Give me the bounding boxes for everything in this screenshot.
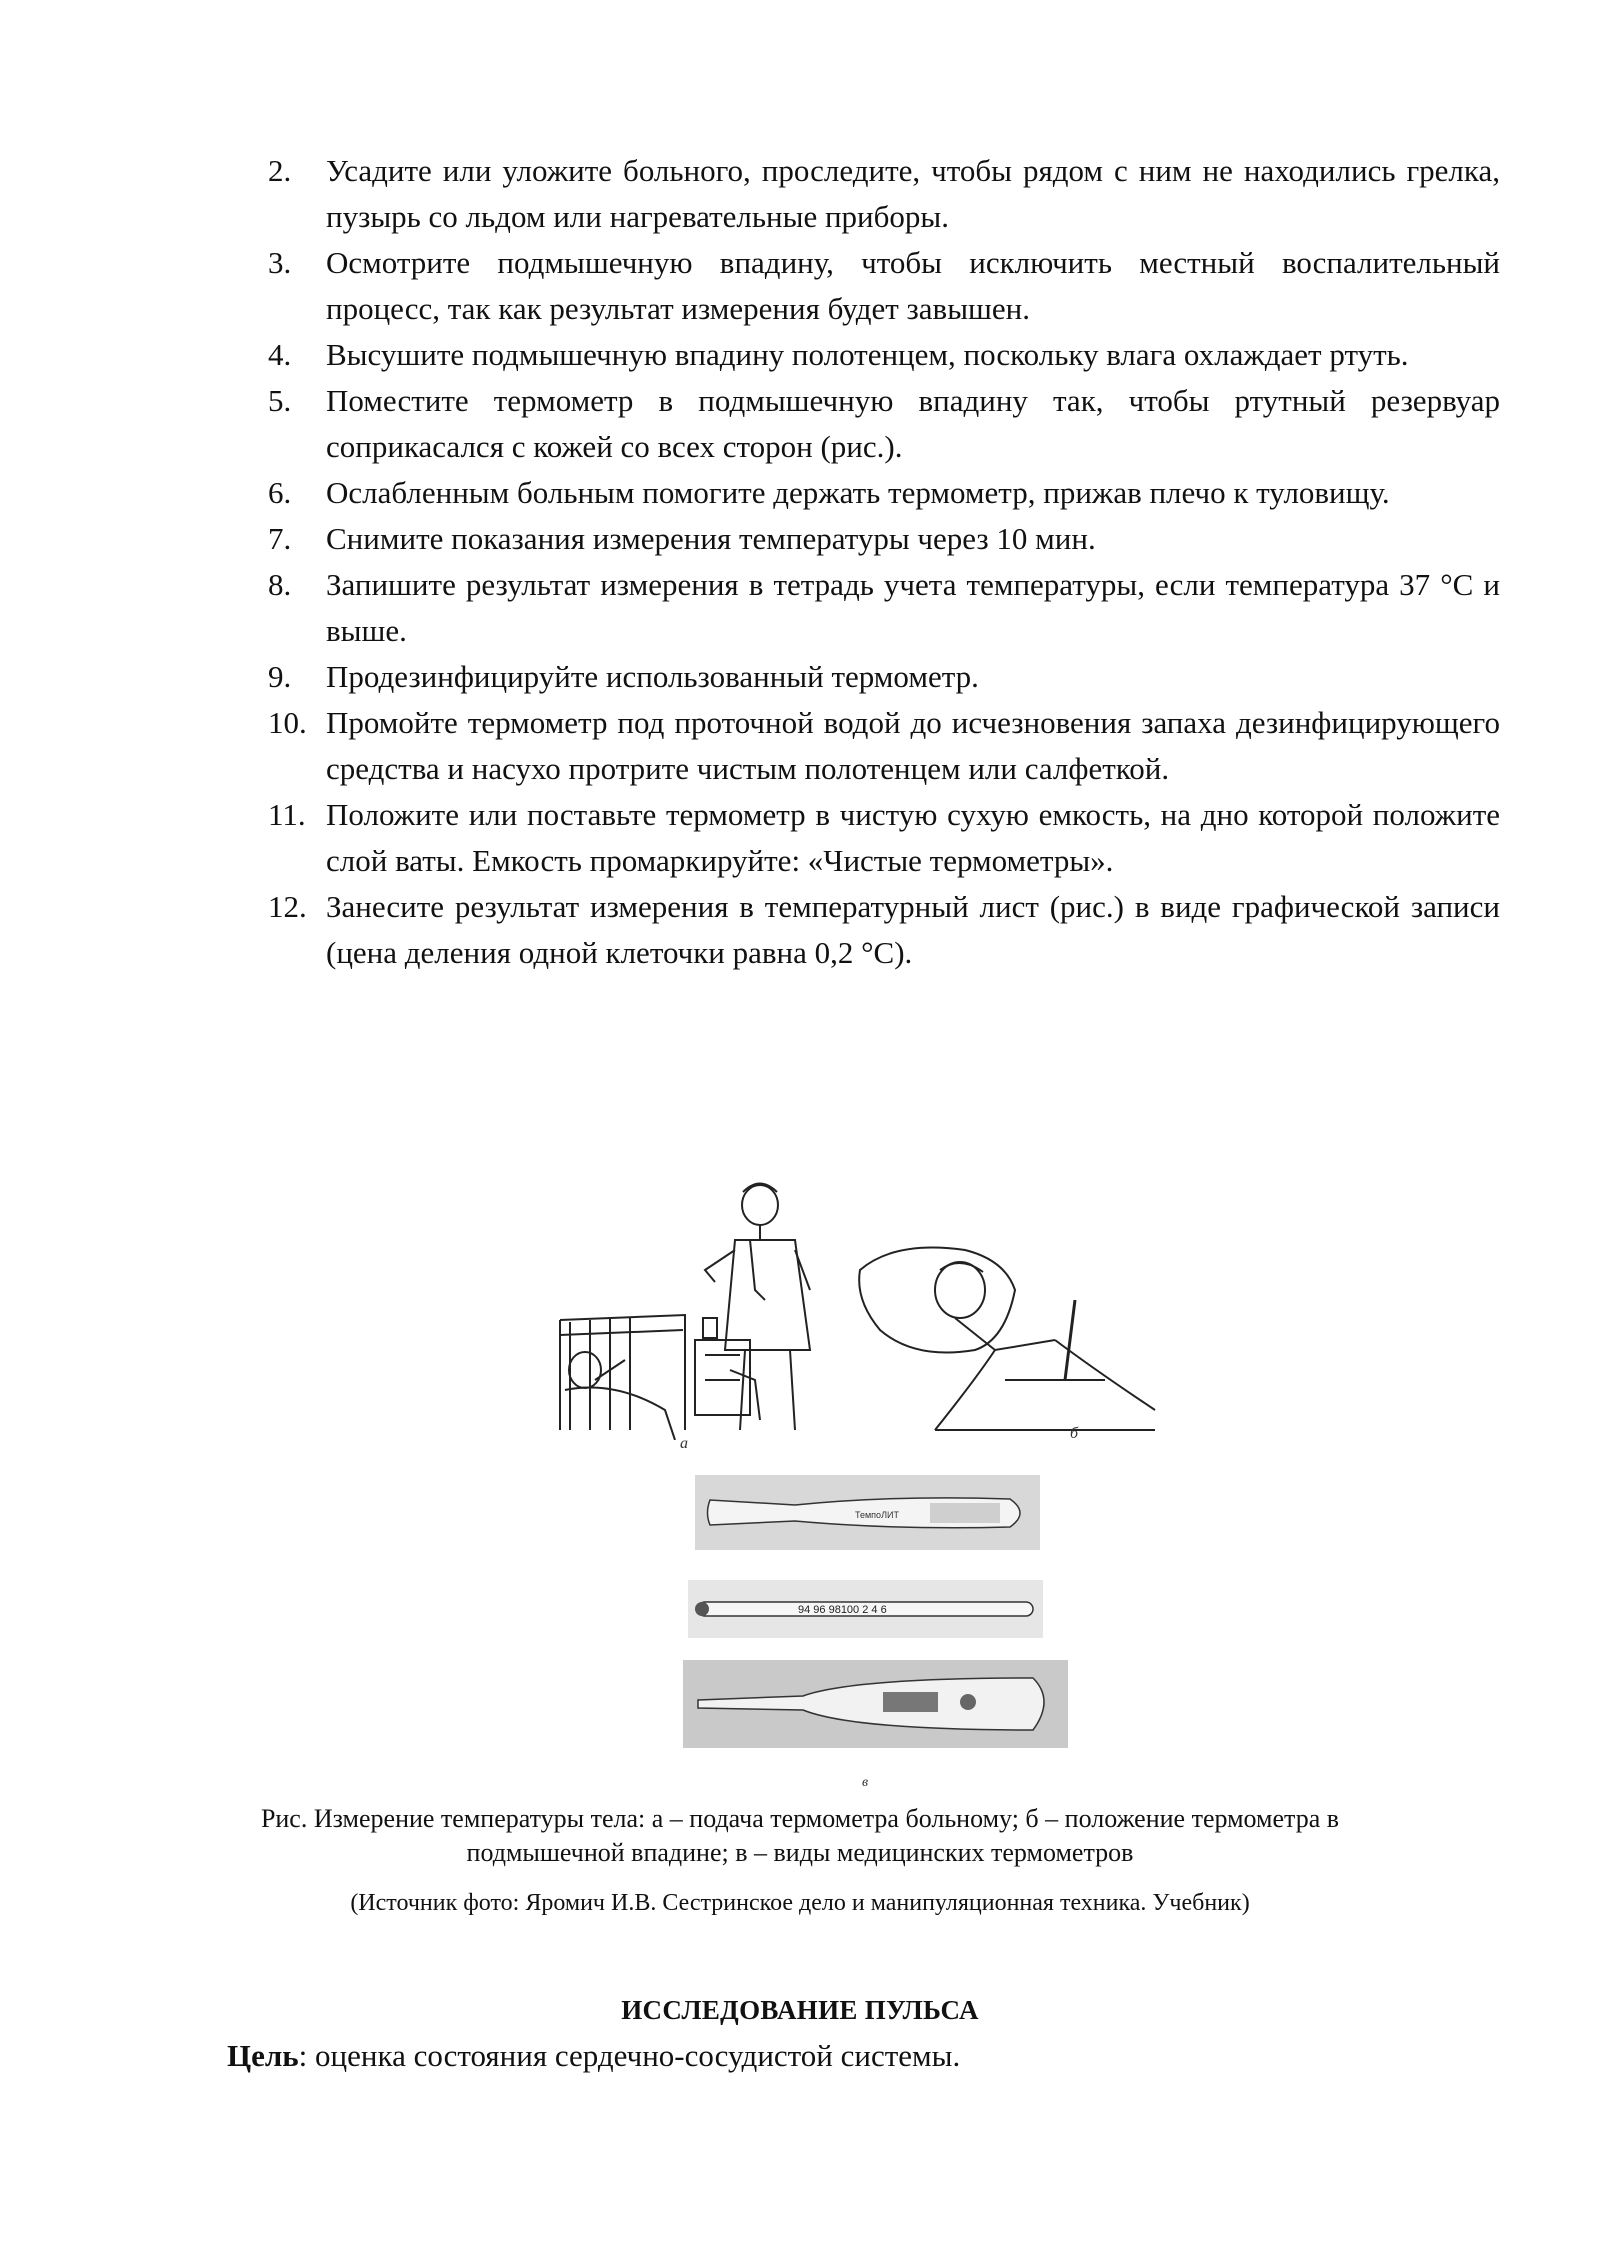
figure-label-a: а [680,1435,688,1452]
step-text: Осмотрите подмышечную впадину, чтобы исключить местный воспалительный процесс, так как результат измерения будет завышен. [326,245,1500,326]
step-text: Продезинфицируйте использованный термометр. [326,659,979,694]
section-title: ИССЛЕДОВАНИЕ ПУЛЬСА [621,1995,979,2025]
list-item [268,516,1500,562]
step-number: 6. [268,475,292,510]
list-item [268,884,1500,976]
thermometer-brand: ТемпоЛИТ [855,1510,899,1520]
list-item [268,470,1500,516]
thermometer-photo-1 [695,1475,1040,1550]
step-text: Снимите показания измерения температуры через 10 мин. [326,521,1096,556]
step-text: Усадите или уложите больного, проследите, чтобы рядом с ним не находились грелка, пузырь со льдом или нагревательные приборы. [326,153,1500,234]
figure-label-v: в [862,1775,869,1790]
step-text: Промойте термометр под проточной водой до исчезновения запаха дезинфицирующего средства и насухо протрите чистым полотенцем или салфеткой. [326,705,1500,786]
figure-caption: Рис. Измерение температуры тела: а – подача термометра больному; б – положение термометра в подмышечной впадине; в – виды медицинских термометров [260,1804,1340,1867]
list-item [268,148,1500,240]
thermometer-photo-3 [683,1660,1068,1748]
step-number: 4. [268,337,292,372]
step-text: Положите или поставьте термометр в чистую сухую емкость, на дно которой положите слой ваты. Емкость промаркируйте: «Чистые термометры». [326,797,1500,878]
list-item [268,562,1500,654]
goal-text: : оценка состояния сердечно-сосудистой системы. [298,2038,961,2073]
list-item [268,700,1500,792]
thermometer-photo-2 [688,1580,1043,1638]
goal-label: Цель [227,2038,299,2073]
step-text: Запишите результат измерения в тетрадь учета температуры, если температура 37 °С и выше. [326,567,1500,648]
step-number: 2. [268,153,292,188]
mercury-scale: 94 96 98100 2 4 6 [798,1604,887,1616]
procedure-steps [268,148,1500,976]
step-number: 7. [268,521,292,556]
step-text: Ослабленным больным помогите держать термометр, прижав плечо к туловищу. [326,475,1390,510]
step-number: 3. [268,245,292,280]
step-number: 10. [268,705,307,740]
list-item [268,792,1500,884]
step-number: 12. [268,889,307,924]
list-item [268,378,1500,470]
figure-label-b: б [1070,1425,1079,1442]
illustration-thermometer-in-axilla [855,1230,1165,1440]
step-text: Высушите подмышечную впадину полотенцем, поскольку влага охлаждает ртуть. [326,337,1409,372]
goal-line [227,2038,960,2074]
list-item [268,240,1500,332]
figure-source: (Источник фото: Яромич И.В. Сестринское дело и манипуляционная техника. Учебник) [350,1890,1250,1916]
step-number: 9. [268,659,292,694]
list-item [268,654,1500,700]
step-text: Поместите термометр в подмышечную впадину так, чтобы ртутный резервуар соприкасался с кожей со всех сторон (рис.). [326,383,1500,464]
step-number: 5. [268,383,292,418]
list-item [268,332,1500,378]
step-number: 11. [268,797,306,832]
illustration-nurse-giving-thermometer [555,1170,875,1440]
step-number: 8. [268,567,292,602]
step-text: Занесите результат измерения в температурный лист (рис.) в виде графической записи (цена деления одной клеточки равна 0,2 °С). [326,889,1500,970]
